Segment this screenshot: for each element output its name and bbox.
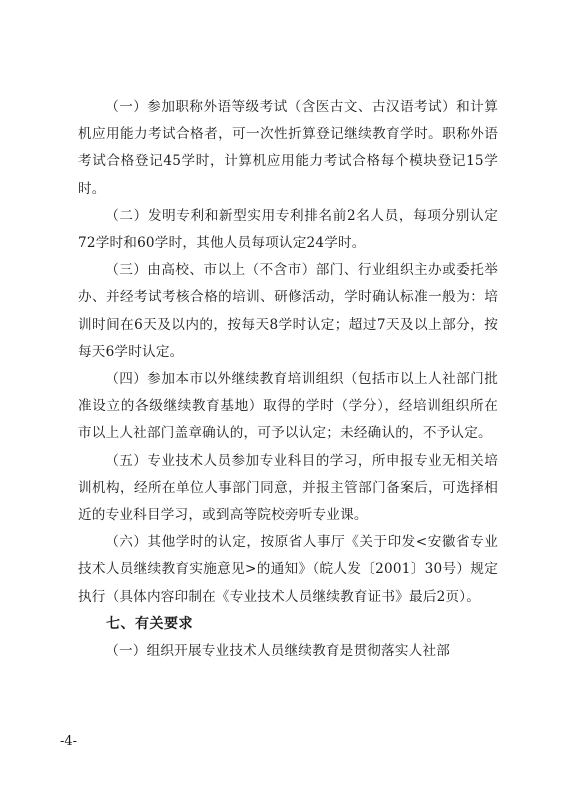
document-body — [78, 94, 498, 665]
section-heading: 七、有关要求 — [106, 615, 193, 632]
paragraph-1: （一）参加职称外语等级考试（含医古文、古汉语考试）和计算机应用能力考试合格者，可一次性折算登记继续教育学时。职称外语考试合格登记45学时，计算机应用能力考试合格每个模块登记15学时。 — [78, 99, 498, 197]
paragraph-4: （四）参加本市以外继续教育培训组织（包括市以上人社部门批准设立的各级继续教育基地）取得的学时（学分），经培训组织所在市以上人社部门盖章确认的，可予以认定；未经确认的，不予认定。 — [78, 371, 498, 442]
page-number: -4- — [60, 734, 78, 749]
section-first-paragraph: （一）组织开展专业技术人员继续教育是贯彻落实人社部 — [105, 643, 451, 660]
paragraph-5: （五）专业技术人员参加专业科目的学习，所申报专业无相关培训机构，经所在单位人事部门同意，并报主管部门备案后，可选择相近的专业科目学习，或到高等院校旁听专业课。 — [78, 452, 498, 524]
paragraph-2: （二）发明专利和新型实用专利排名前2名人员，每项分别认定72学时和60学时，其他人员每项认定24学时。 — [78, 207, 498, 252]
paragraph-6: （六）其他学时的认定，按原省人事厅《关于印发<安徽省专业技术人员继续教育实施意见>的通知》（皖人发〔2001〕30号）规定执行（具体内容印制在《专业技术人员继续教育证书》最后2页）。 — [78, 534, 498, 605]
paragraph-3: （三）由高校、市以上（不含市）部门、行业组织主办或委托举办、并经考试考核合格的培训、研修活动，学时确认标准一般为：培训时间在6天及以内的，按每天8学时认定；超过7天及以上部分，按每天6学时认定。 — [78, 262, 498, 360]
